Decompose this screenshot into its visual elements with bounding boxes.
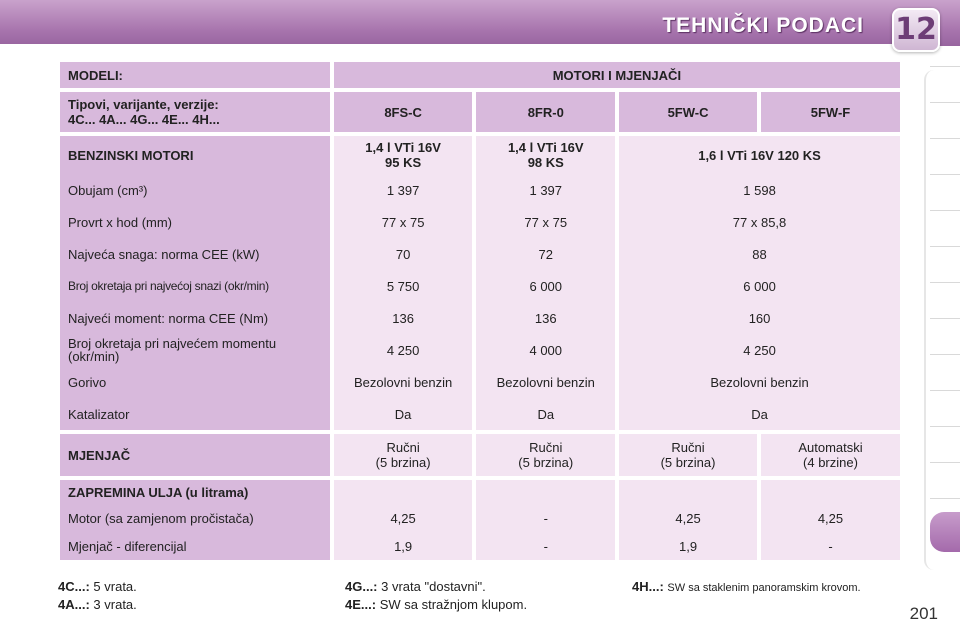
- side-tab[interactable]: [930, 174, 960, 203]
- petrol-label: BENZINSKI MOTORI: [60, 136, 330, 174]
- row-label: Motor (sa zamjenom pročistača): [60, 504, 330, 532]
- page-number: 201: [909, 604, 938, 623]
- footnote-text: SW sa staklenim panoramskim krovom.: [667, 582, 861, 594]
- engine-cell: [334, 136, 473, 174]
- table-row: [60, 206, 900, 238]
- value-cell: Bezolovni benzin: [334, 366, 473, 398]
- table-row: [60, 174, 900, 206]
- value-cell: 1 397: [334, 174, 473, 206]
- value-cell: Da: [334, 398, 473, 430]
- value-cell: Da: [476, 398, 615, 430]
- row-label: Najveći moment: norma CEE (Nm): [60, 302, 330, 334]
- engine-cell: [476, 136, 615, 174]
- row-label: Mjenjač - diferencijal: [60, 532, 330, 560]
- footnote-text: SW sa stražnjom klupom.: [379, 597, 528, 612]
- footnote-key: 4A...:: [58, 597, 90, 612]
- value-cell: 70: [334, 238, 473, 270]
- table-row: [60, 92, 900, 132]
- code-cell: 8FR-0: [476, 92, 615, 132]
- value-cell: 4,25: [761, 504, 900, 532]
- side-tab[interactable]: [930, 66, 960, 95]
- table-row: [60, 238, 900, 270]
- side-tab[interactable]: [930, 462, 960, 491]
- value-cell: 77 x 75: [334, 206, 473, 238]
- row-label: Obujam (cm³): [60, 174, 330, 206]
- engine-cell: 1,6 l VTi 16V 120 KS: [619, 136, 900, 174]
- value-cell: 4 250: [334, 334, 473, 366]
- engine-line: 95 KS: [385, 155, 422, 170]
- code-cell: 5FW-C: [619, 92, 757, 132]
- value-cell: 6 000: [619, 270, 900, 302]
- value-cell: Bezolovni benzin: [476, 366, 615, 398]
- engines-label: MOTORI I MJENJAČI: [334, 62, 900, 88]
- engine-line: 1,4 l VTi 16V: [365, 140, 441, 155]
- page-title: TEHNIČKI PODACI: [662, 14, 864, 37]
- footnote-text: 3 vrata "dostavni".: [381, 579, 486, 594]
- footnote-text: 5 vrata.: [93, 579, 137, 594]
- footnote: [345, 596, 527, 614]
- gearbox-cell: [476, 434, 615, 476]
- value-cell: [619, 480, 757, 504]
- footnote-key: 4E...:: [345, 597, 377, 612]
- row-label: Katalizator: [60, 398, 330, 430]
- value-cell: -: [476, 532, 615, 560]
- gearbox-cell: [619, 434, 757, 476]
- footnote: [58, 596, 137, 614]
- value-cell: [761, 480, 900, 504]
- value-cell: [334, 480, 473, 504]
- types-label-line: 4C... 4A... 4G... 4E... 4H...: [68, 112, 220, 127]
- value-cell: 4,25: [334, 504, 473, 532]
- value-cell: 6 000: [476, 270, 615, 302]
- table-row: [60, 504, 900, 532]
- gearbox-line: (5 brzina): [375, 455, 431, 470]
- value-cell: 1 598: [619, 174, 900, 206]
- value-cell: 4 000: [476, 334, 615, 366]
- side-tab[interactable]: [930, 246, 960, 275]
- table-row: [60, 270, 900, 302]
- value-cell: 77 x 85,8: [619, 206, 900, 238]
- models-label: MODELI:: [60, 62, 330, 88]
- side-tab[interactable]: [930, 354, 960, 383]
- gearbox-line: Automatski: [798, 440, 863, 455]
- row-label: Provrt x hod (mm): [60, 206, 330, 238]
- value-cell: 4 250: [619, 334, 900, 366]
- footnote-key: 4C...:: [58, 579, 90, 594]
- side-tab[interactable]: [930, 318, 960, 347]
- table-row: [60, 334, 900, 366]
- table-row: [60, 62, 900, 88]
- engine-line: 98 KS: [527, 155, 564, 170]
- footnote: [632, 578, 861, 597]
- gearbox-label: MJENJAČ: [60, 434, 330, 476]
- footnote-group: [58, 578, 137, 614]
- table-row: [60, 532, 900, 560]
- header-band: [0, 46, 960, 60]
- code-cell: 5FW-F: [761, 92, 900, 132]
- value-cell: -: [761, 532, 900, 560]
- footnote-text: 3 vrata.: [93, 597, 137, 612]
- value-cell: 88: [619, 238, 900, 270]
- row-label: Gorivo: [60, 366, 330, 398]
- value-cell: 1 397: [476, 174, 615, 206]
- value-cell: 5 750: [334, 270, 473, 302]
- side-tab[interactable]: [930, 102, 960, 131]
- footnote-group: [632, 578, 861, 597]
- side-tab[interactable]: [930, 390, 960, 419]
- value-cell: Da: [619, 398, 900, 430]
- gearbox-line: Ručni: [386, 440, 420, 455]
- value-cell: 160: [619, 302, 900, 334]
- table-row: [60, 434, 900, 476]
- footnote-group: [345, 578, 527, 614]
- engine-line: 1,4 l VTi 16V: [507, 140, 584, 155]
- gearbox-line: Ručni: [529, 440, 563, 455]
- side-tab[interactable]: [930, 426, 960, 455]
- value-cell: 136: [476, 302, 615, 334]
- footnote: [345, 578, 527, 596]
- side-tab[interactable]: [930, 210, 960, 239]
- side-tab-active[interactable]: [930, 512, 960, 552]
- row-label: Broj okretaja pri najvećoj snazi (okr/min): [60, 270, 330, 302]
- value-cell: [476, 480, 615, 504]
- row-label: Broj okretaja pri najvećem momentu (okr/min): [60, 334, 330, 366]
- table-row: [60, 480, 900, 504]
- value-cell: 1,9: [334, 532, 473, 560]
- table-row: [60, 366, 900, 398]
- value-cell: 72: [476, 238, 615, 270]
- gearbox-line: (5 brzina): [518, 455, 574, 470]
- gearbox-line: (5 brzina): [660, 455, 716, 470]
- types-label-line: Tipovi, varijante, verzije:: [68, 97, 219, 112]
- table-row: [60, 302, 900, 334]
- footnote: [58, 578, 137, 596]
- table-row: [60, 136, 900, 174]
- footnote-key: 4H...:: [632, 579, 664, 594]
- value-cell: Bezolovni benzin: [619, 366, 900, 398]
- types-label: [60, 92, 330, 132]
- value-cell: -: [476, 504, 615, 532]
- row-label: Najveća snaga: norma CEE (kW): [60, 238, 330, 270]
- value-cell: 4,25: [619, 504, 757, 532]
- gearbox-cell: [334, 434, 473, 476]
- gearbox-line: Ručni: [671, 440, 705, 455]
- value-cell: 1,9: [619, 532, 757, 560]
- value-cell: 136: [334, 302, 473, 334]
- value-cell: 77 x 75: [476, 206, 615, 238]
- code-cell: 8FS-C: [334, 92, 473, 132]
- table-row: [60, 398, 900, 430]
- side-tab[interactable]: [930, 282, 960, 311]
- gearbox-cell: [761, 434, 900, 476]
- oil-label: ZAPREMINA ULJA (u litrama): [60, 480, 330, 504]
- footnote-key: 4G...:: [345, 579, 378, 594]
- chapter-badge: 12: [892, 8, 940, 52]
- gearbox-line: (4 brzine): [803, 455, 858, 470]
- spec-table: [56, 62, 904, 560]
- side-tab[interactable]: [930, 138, 960, 167]
